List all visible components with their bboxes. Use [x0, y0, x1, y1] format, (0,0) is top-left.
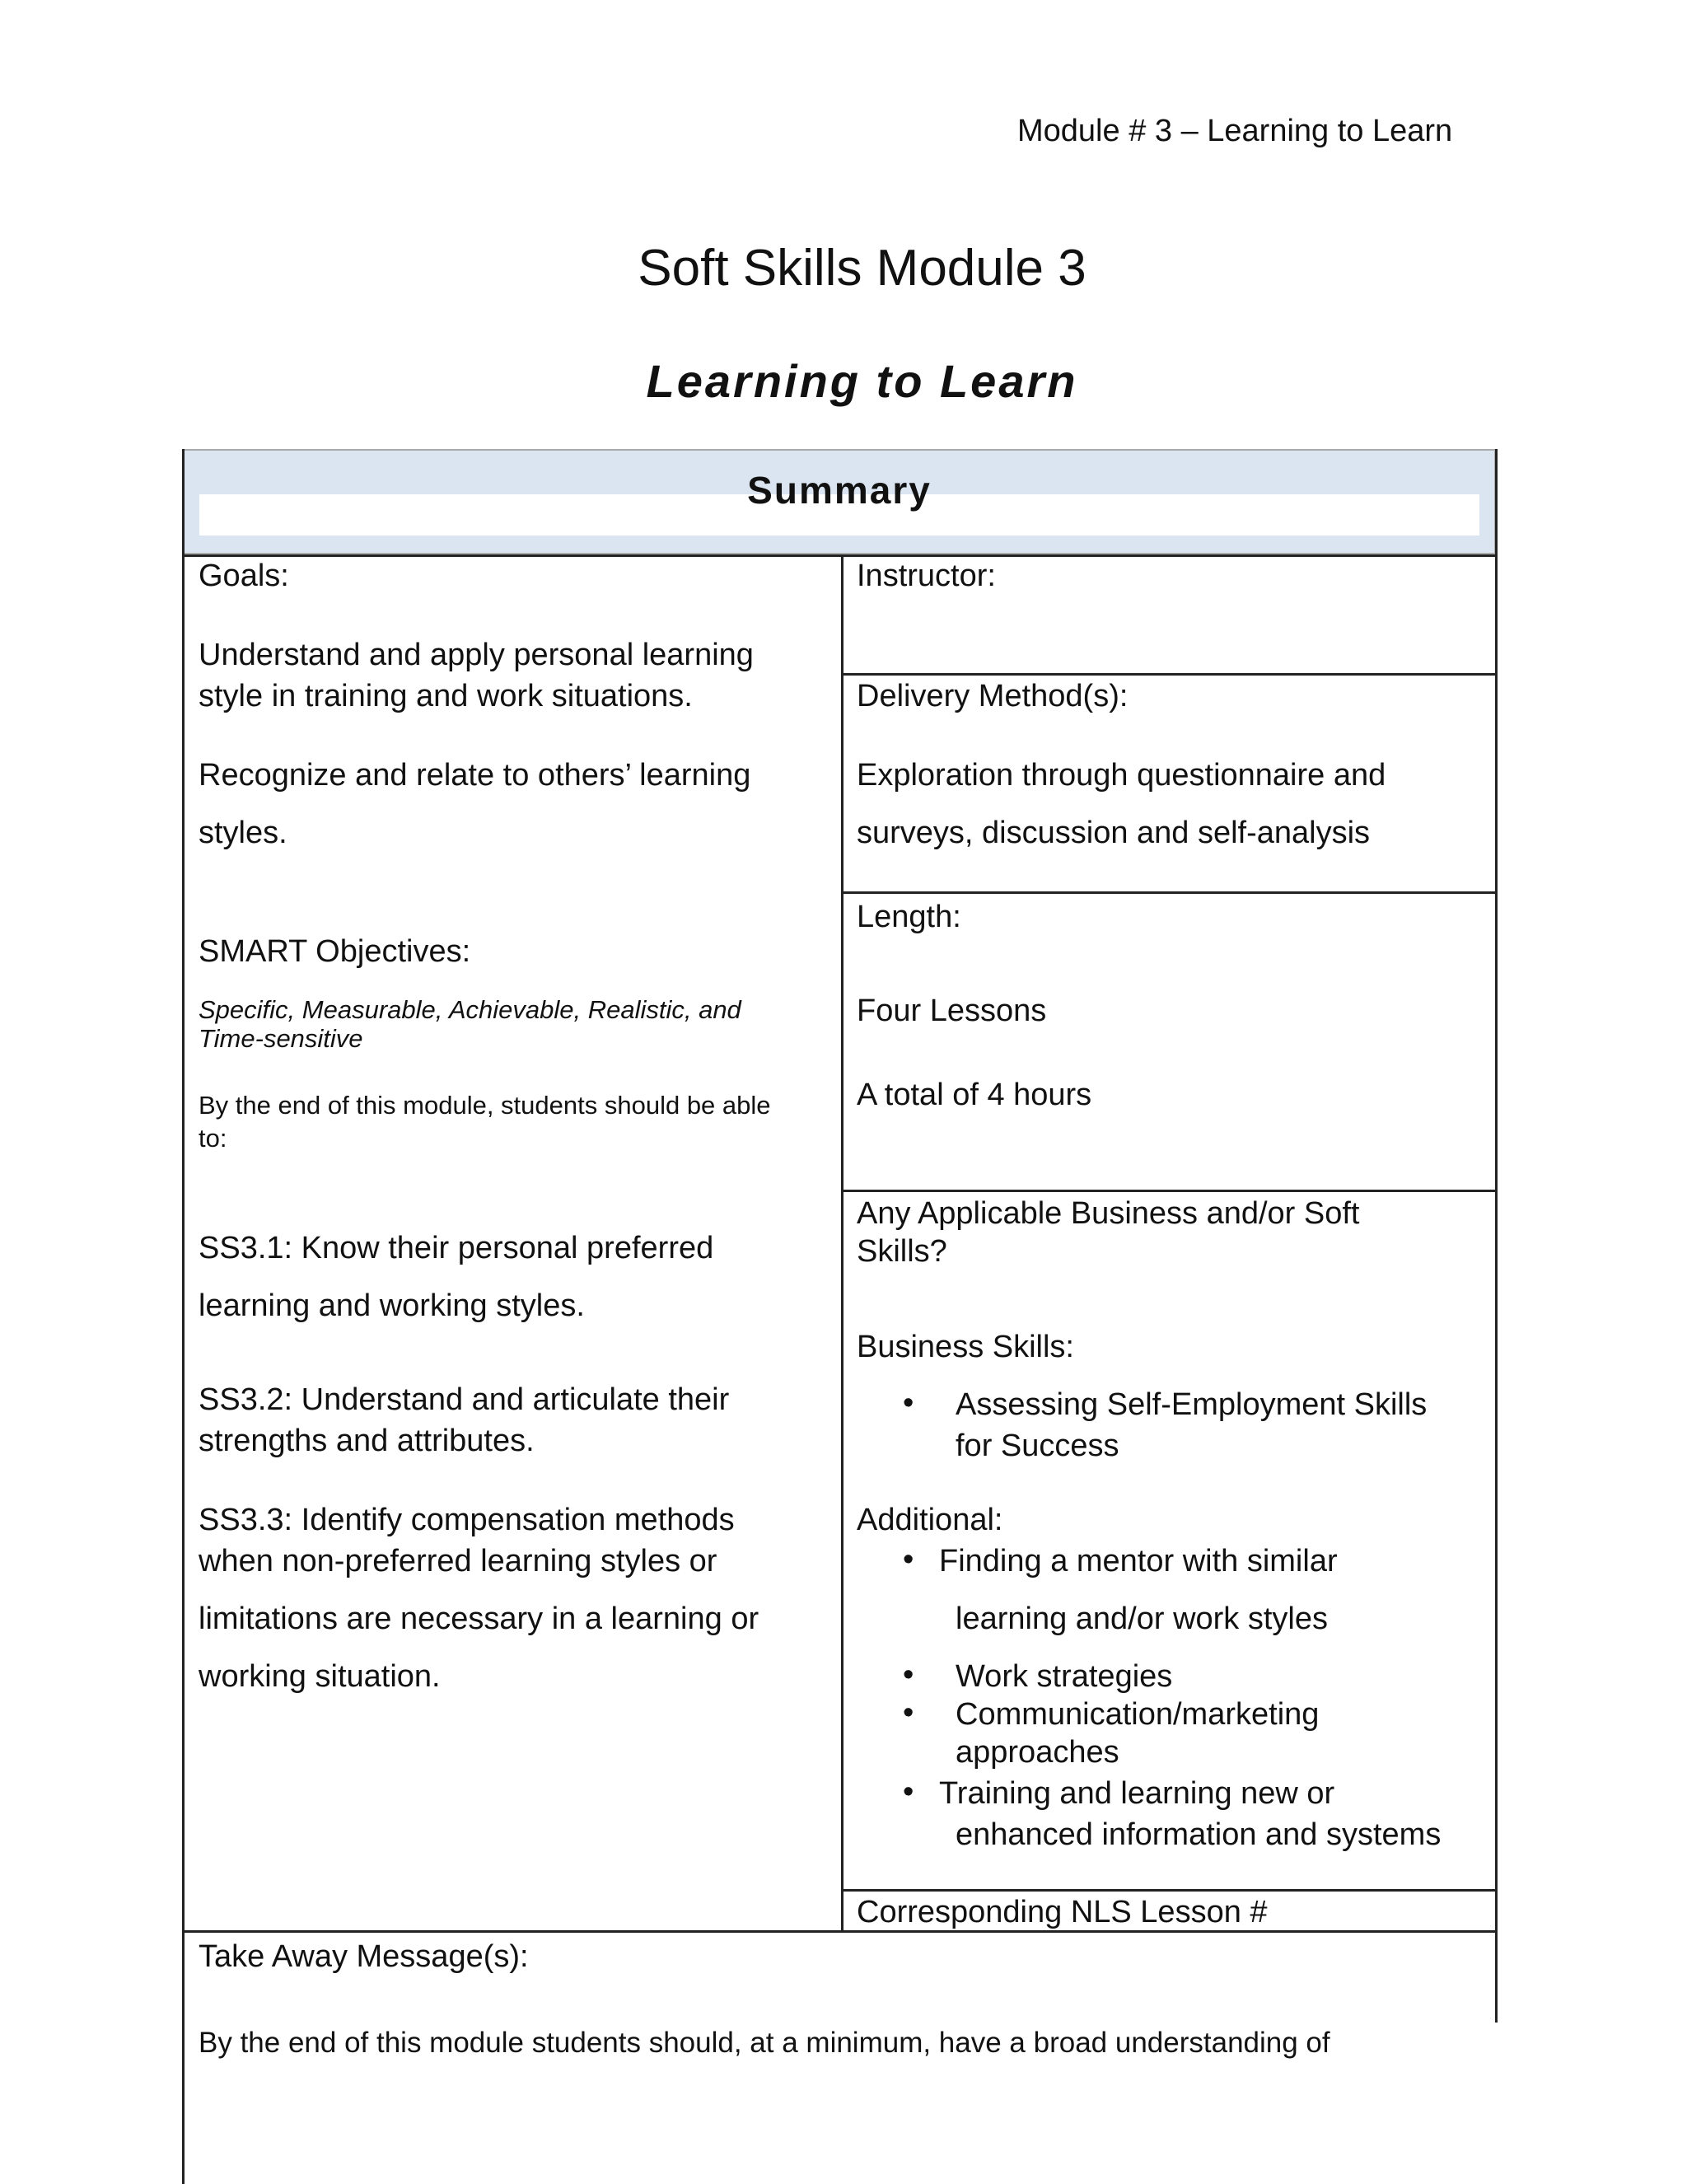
table-right-border-lower — [1495, 1932, 1498, 2023]
additional-item-4-line-2: enhanced information and systems — [956, 1817, 1442, 1852]
length-lessons: Four Lessons — [857, 994, 1047, 1028]
running-header: Module # 3 – Learning to Learn — [1017, 114, 1453, 148]
smart-definition-line-2: Time-sensitive — [199, 1024, 363, 1053]
smart-definition-line-1: Specific, Measurable, Achievable, Realistic, and — [199, 995, 741, 1024]
additional-item-1-line-2: learning and/or work styles — [956, 1602, 1328, 1636]
additional-item-4-line-1: Training and learning new or — [939, 1776, 1335, 1811]
length-bottom-rule — [841, 1190, 1498, 1192]
skills-bottom-rule — [841, 1889, 1498, 1892]
additional-item-2: Work strategies — [956, 1659, 1173, 1694]
goal-1-line-1: Understand and apply personal learning — [199, 638, 754, 672]
delivery-method-label: Delivery Method(s): — [857, 679, 1129, 713]
objective-ss33-line-1: SS3.3: Identify compensation methods — [199, 1503, 735, 1537]
applicable-skills-line-1: Any Applicable Business and/or Soft — [857, 1196, 1360, 1231]
objective-ss33-line-4: working situation. — [199, 1659, 441, 1694]
objective-ss32-line-2: strengths and attributes. — [199, 1424, 535, 1458]
goal-2-line-2: styles. — [199, 816, 287, 850]
additional-item-1-line-1: Finding a mentor with similar — [939, 1544, 1338, 1578]
objectives-intro-line-1: By the end of this module, students should be able — [199, 1091, 771, 1120]
table-column-divider — [841, 554, 844, 1932]
smart-objectives-label: SMART Objectives: — [199, 934, 471, 969]
applicable-skills-line-2: Skills? — [857, 1234, 947, 1269]
nls-lesson-label: Corresponding NLS Lesson # — [857, 1895, 1268, 1929]
instructor-label: Instructor: — [857, 559, 996, 593]
takeaway-line-1: By the end of this module students should, at a minimum, have a broad understanding of — [199, 2027, 1330, 2059]
takeaway-top-rule — [182, 1930, 1498, 1933]
page-title: Soft Skills Module 3 — [638, 240, 1087, 297]
objective-ss33-line-2: when non-preferred learning styles or — [199, 1544, 717, 1578]
business-item-1-line-1: Assessing Self-Employment Skills — [956, 1387, 1428, 1422]
objective-ss32-line-1: SS3.2: Understand and articulate their — [199, 1382, 730, 1417]
bullet-icon: • — [903, 1695, 914, 1730]
takeaway-label: Take Away Message(s): — [199, 1939, 529, 1974]
delivery-bottom-rule — [841, 891, 1498, 894]
goals-label: Goals: — [199, 559, 289, 593]
summary-bottom-rule — [182, 554, 1498, 557]
objective-ss31-line-2: learning and working styles. — [199, 1288, 585, 1323]
bullet-icon: • — [903, 1658, 914, 1692]
additional-item-3-line-2: approaches — [956, 1735, 1119, 1770]
page-subtitle: Learning to Learn — [646, 355, 1078, 407]
instructor-bottom-rule — [841, 673, 1498, 676]
business-skills-label: Business Skills: — [857, 1330, 1074, 1364]
bullet-icon: • — [903, 1386, 914, 1420]
delivery-line-1: Exploration through questionnaire and — [857, 758, 1386, 793]
additional-item-3-line-1: Communication/marketing — [956, 1697, 1320, 1732]
summary-heading: Summary — [747, 469, 932, 512]
bullet-icon: • — [903, 1775, 914, 1809]
objectives-intro-line-2: to: — [199, 1124, 227, 1153]
delivery-line-2: surveys, discussion and self-analysis — [857, 816, 1371, 850]
length-label: Length: — [857, 900, 961, 934]
length-hours: A total of 4 hours — [857, 1078, 1092, 1112]
table-left-border — [182, 449, 185, 2184]
business-item-1-line-2: for Success — [956, 1429, 1119, 1463]
goal-2-line-1: Recognize and relate to others’ learning — [199, 758, 751, 793]
goal-1-line-2: style in training and work situations. — [199, 679, 693, 713]
additional-label: Additional: — [857, 1503, 1003, 1537]
objective-ss33-line-3: limitations are necessary in a learning or — [199, 1602, 759, 1636]
bullet-icon: • — [903, 1542, 914, 1577]
objective-ss31-line-1: SS3.1: Know their personal preferred — [199, 1231, 714, 1265]
